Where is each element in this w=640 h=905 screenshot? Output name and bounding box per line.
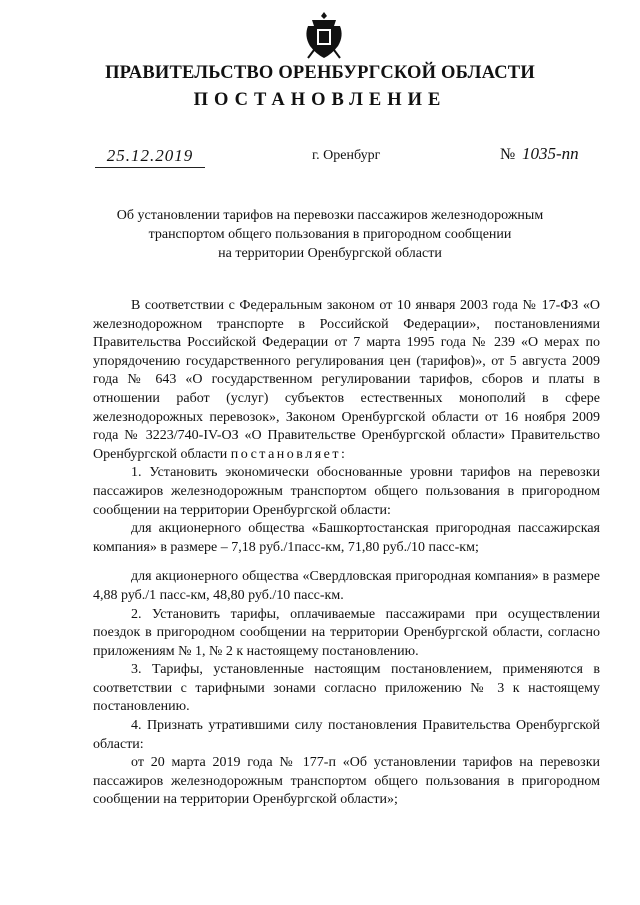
title-line: Об установлении тарифов на перевозки пассажиров железнодорожным	[116, 208, 544, 223]
clause-2: 2. Установить тарифы, оплачиваемые пассажирами при осуществлении поездок в пригородном сообщении на территории Оренбургской области, согласно приложениям № 1, № 2 к настоящему постановлению.	[93, 606, 600, 659]
document-title	[100, 206, 560, 263]
decree-word: постановляет:	[230, 446, 348, 462]
document-body	[93, 297, 600, 810]
document-type: ПОСТАНОВЛЕНИЕ	[193, 90, 447, 110]
coat-of-arms-icon	[304, 10, 344, 62]
organization-title: ПРАВИТЕЛЬСТВО ОРЕНБУРГСКОЙ ОБЛАСТИ	[105, 63, 535, 83]
clause-1b: для акционерного общества «Свердловская пригородная компания» в размере 4,88 руб./1 пасс-км, 48,80 руб./10 пасс-км.	[93, 569, 600, 603]
number-sign: №	[500, 146, 516, 163]
document-city: г. Оренбург	[312, 148, 381, 163]
title-line: транспортом общего пользования в пригородном сообщении	[148, 227, 512, 242]
preamble-paragraph	[93, 297, 600, 464]
clause-4: 4. Признать утратившими силу постановления Правительства Оренбургской области:	[93, 718, 600, 752]
clause-3: 3. Тарифы, установленные настоящим постановлением, применяются в соответствии с тарифными зонами согласно приложению № 3 к настоящему постановлению.	[93, 662, 600, 715]
preamble-text: В соответствии с Федеральным законом от 10 января 2003 года № 17-ФЗ «О железнодорожном транспорте в Российской Федерации», постановлениями Правительства Российской Федерации от 7 марта 1995 года № 239 «О мерах по упорядочению государственного регулирования цен (тарифов)», от 5 августа 2009 года № 643 «О государственном регулировании тарифов, сборов и платы в отношении работ (услуг) субъектов естественных монополий в сфере железнодорожных перевозок», Законом Оренбургской области от 16 ноября 2009 года № 3223/740-IV-ОЗ «О Правительстве Оренбургской области» Правительство Оренбургской области	[93, 298, 600, 462]
clause-4a: от 20 марта 2019 года № 177-п «Об установлении тарифов на перевозки пассажиров железнодорожным транспортом общего пользования в пригородном сообщении на территории Оренбургской области»;	[93, 755, 600, 808]
document-date: 25.12.2019	[95, 146, 205, 168]
clause-1a: для акционерного общества «Башкортостанская пригородная пассажирская компания» в размере – 7,18 руб./1пасс-км, 71,80 руб./10 пасс-км;	[93, 521, 600, 555]
clause-1: 1. Установить экономически обоснованные уровни тарифов на перевозки пассажиров железнодорожным транспортом общего пользования в пригородном сообщении на территории Оренбургской области:	[93, 465, 600, 518]
title-line: на территории Оренбургской области	[218, 246, 442, 261]
document-number: 1035-пп	[522, 144, 579, 163]
